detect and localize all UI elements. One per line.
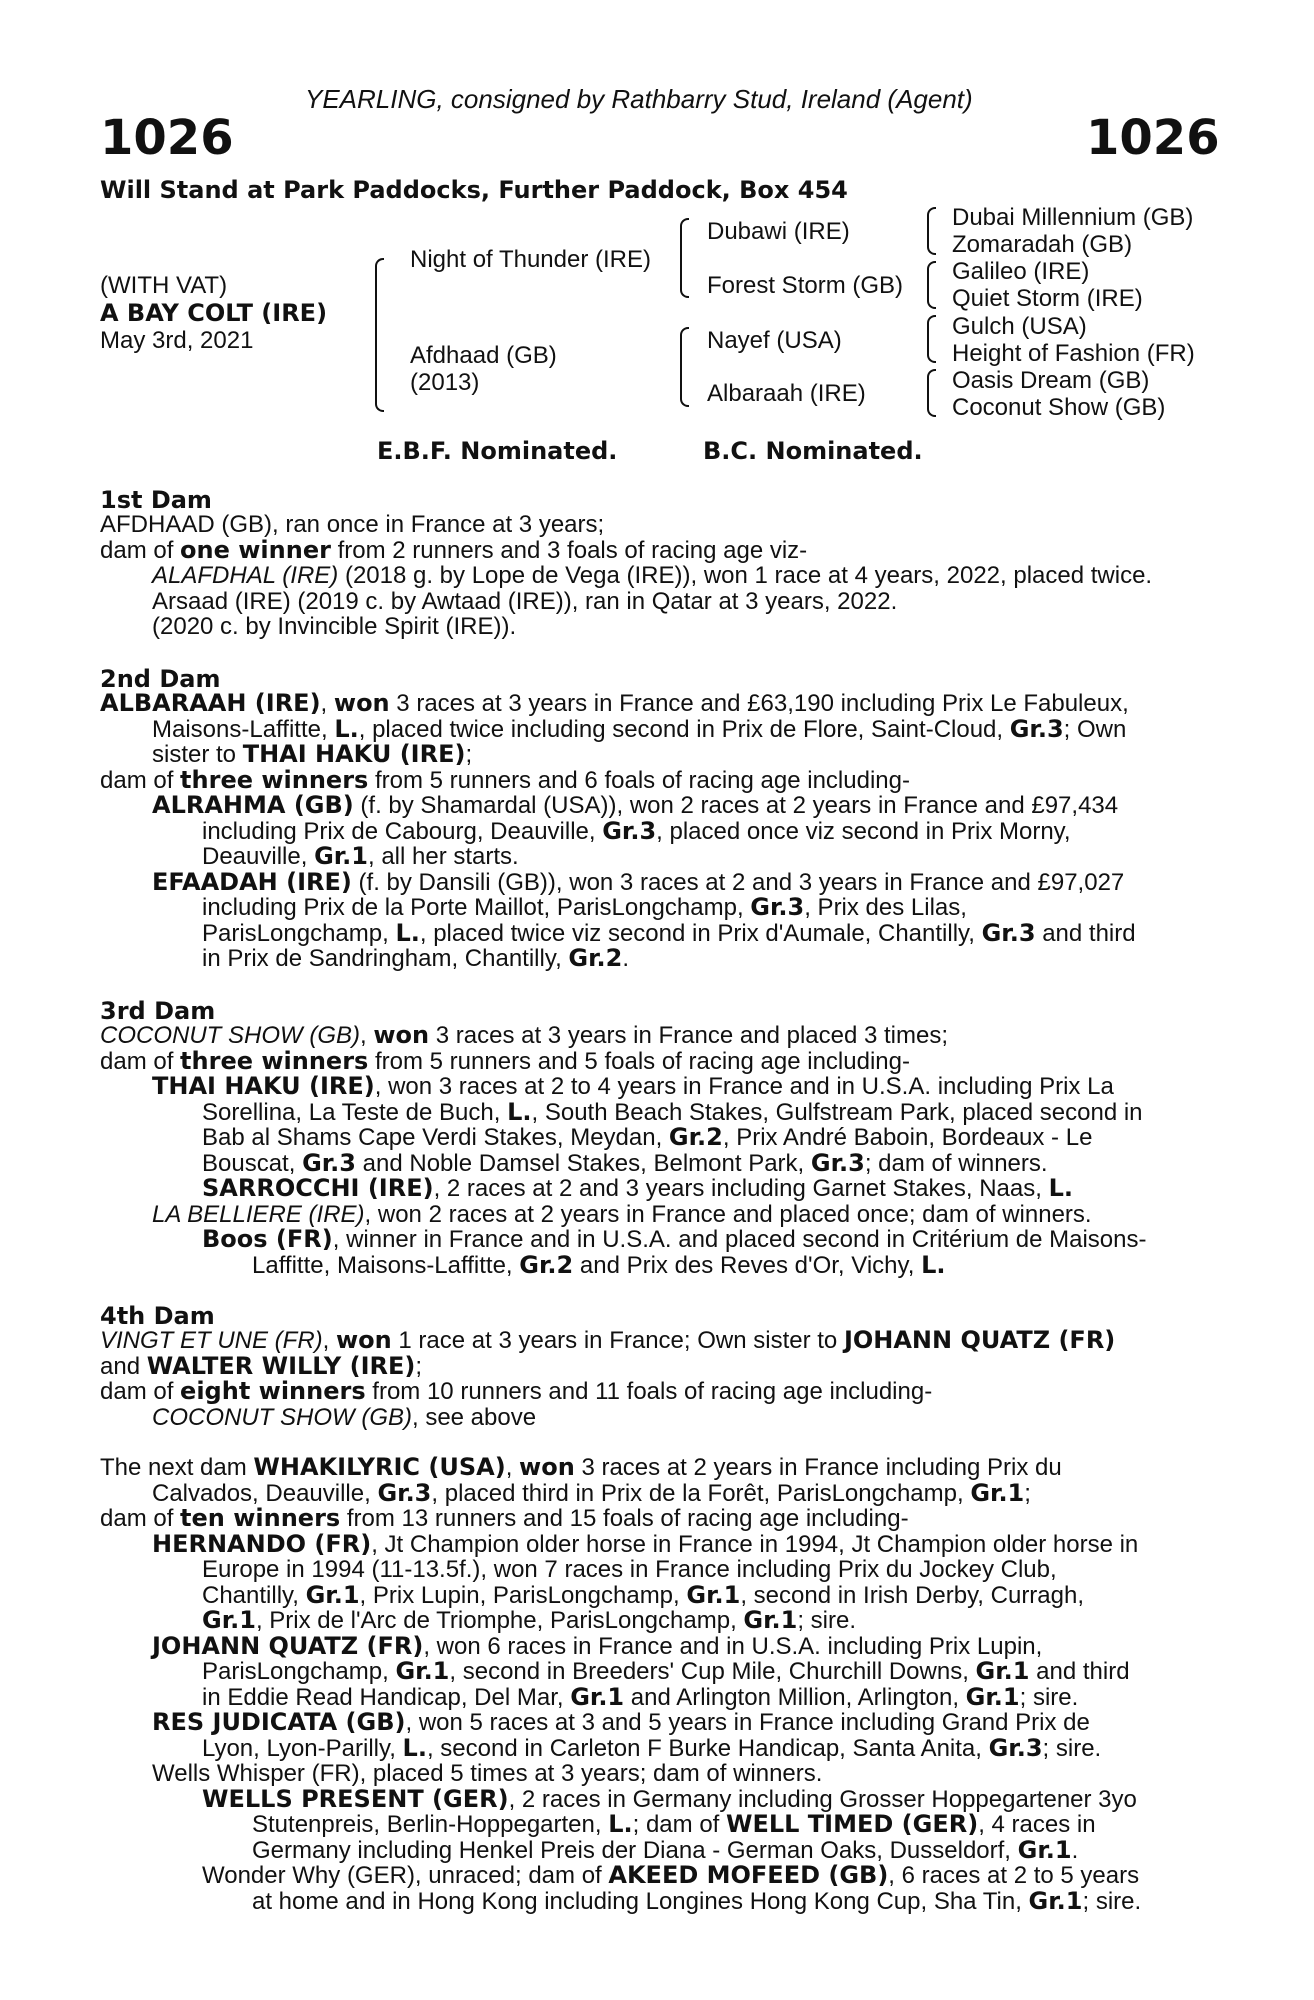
sire-dam-dam: Quiet Storm (IRE) xyxy=(952,285,1143,312)
bc-nomination: B.C. Nominated. xyxy=(703,437,923,465)
bracket-dam xyxy=(680,327,689,407)
sire-dam: Forest Storm (GB) xyxy=(707,272,904,299)
first-dam-heading: 1st Dam xyxy=(100,486,212,514)
dam: Afdhaad (GB) xyxy=(410,342,557,369)
bracket-ds xyxy=(927,315,936,363)
bracket-subject xyxy=(375,258,384,412)
lot-title: A BAY COLT (IRE) xyxy=(100,299,328,327)
second-dam-heading: 2nd Dam xyxy=(100,665,221,693)
sire-sire-sire: Dubai Millennium (GB) xyxy=(952,204,1194,231)
bracket-ss xyxy=(927,207,936,255)
sire-dam-sire: Galileo (IRE) xyxy=(952,258,1090,285)
consignment-line: YEARLING, consigned by Rathbarry Stud, Ireland (Agent) xyxy=(305,84,973,114)
dam-year: (2013) xyxy=(410,369,480,396)
dam-dam: Albaraah (IRE) xyxy=(707,380,866,407)
bracket-dd xyxy=(927,369,936,417)
third-dam-heading: 3rd Dam xyxy=(100,997,216,1025)
first-dam-text: AFDHAAD (GB), ran once in France at 3 years; dam of one winner from 2 runners and 3 foals of racing age viz- ALAFDHAL (IRE) (2018 g. by Lope de Vega (IRE)), won 1 race at 4 years, 2022, placed twice. Arsaad (IRE) (2019 c. by Awtaad (IRE)), ran in Qatar at 3 years, 2022. (2020 c. by Invincible Spirit (IRE)). xyxy=(100,511,1153,640)
sire: Night of Thunder (IRE) xyxy=(410,246,651,273)
lot-number-left: 1026 xyxy=(100,110,234,166)
sire-sire: Dubawi (IRE) xyxy=(707,218,850,245)
vat-note: (WITH VAT) xyxy=(100,272,228,299)
dam-sire: Nayef (USA) xyxy=(707,327,842,354)
sire-sire-dam: Zomaradah (GB) xyxy=(952,231,1133,258)
fourth-dam-heading: 4th Dam xyxy=(100,1302,215,1330)
next-dam-text: The next dam WHAKILYRIC (USA), won 3 races at 2 years in France including Prix du Calvados, Deauville, Gr.3, placed third in Prix de la Forêt, ParisLongchamp, Gr.1; dam of ten winners from 13 runners and 15 foals of racing age including- HERNANDO (FR), Jt Champion older horse in France in 1994, Jt Champion older horse in Europe in 1994 (11-13.5f.), won 7 races in France including Prix du Jockey Club, Chantilly, Gr.1, Prix Lupin, ParisLongchamp, Gr.1, second in Irish Derby, Curragh, Gr.1, Prix de l'Arc de Triomphe, ParisLongchamp, Gr.1; sire. JOHANN QUATZ (FR), won 6 races in France and in U.S.A. including Prix Lupin, ParisLongchamp, Gr.1, second in Breeders' Cup Mile, Churchill Downs, Gr.1 and third in Eddie Read Handicap, Del Mar, Gr.1 and Arlington Million, Arlington, Gr.1; sire. RES JUDICATA (GB), won 5 races at 3 and 5 years in France including Grand Prix de Lyon, Lyon-Parilly, L., second in Carleton F Burke Handicap, Santa Anita, Gr.3; sire. Wells Whisper (FR), placed 5 times at 3 years; dam of winners. WELLS PRESENT (GER), 2 races in Germany including Grosser Hoppegartener 3yo Stutenpreis, Berlin-Hoppegarten, L.; dam of WELL TIMED (GER), 4 races in Germany including Henkel Preis der Diana - German Oaks, Dusseldorf, Gr.1. Wonder Why (GER), unraced; dam of AKEED MOFEED (GB), 6 races at 2 to 5 years at home and in Hong Kong including Longines Hong Kong Cup, Sha Tin, Gr.1; sire. xyxy=(100,1453,1142,1915)
dam-sire-sire: Gulch (USA) xyxy=(952,313,1087,340)
foaling-date: May 3rd, 2021 xyxy=(100,327,254,354)
dam-dam-sire: Oasis Dream (GB) xyxy=(952,367,1150,394)
fourth-dam-text: VINGT ET UNE (FR), won 1 race at 3 years in France; Own sister to JOHANN QUATZ (FR) and WALTER WILLY (IRE); dam of eight winners from 10 runners and 11 foals of racing age including- COCONUT SHOW (GB), see above xyxy=(100,1326,1116,1431)
third-dam-text: COCONUT SHOW (GB), won 3 races at 3 years in France and placed 3 times; dam of three winners from 5 runners and 5 foals of racing age including- THAI HAKU (IRE), won 3 races at 2 to 4 years in France and in U.S.A. including Prix La Sorellina, La Teste de Buch, L., South Beach Stakes, Gulfstream Park, placed second in Bab al Shams Cape Verdi Stakes, Meydan, Gr.2, Prix André Baboin, Bordeaux - Le Bouscat, Gr.3 and Noble Damsel Stakes, Belmont Park, Gr.3; dam of winners. SARROCCHI (IRE), 2 races at 2 and 3 years including Garnet Stakes, Naas, L. LA BELLIERE (IRE), won 2 races at 2 years in France and placed once; dam of winners. Boos (FR), winner in France and in U.S.A. and placed second in Critérium de Maisons- Laffitte, Maisons-Laffitte, Gr.2 and Prix des Reves d'Or, Vichy, L. xyxy=(100,1021,1147,1279)
dam-dam-dam: Coconut Show (GB) xyxy=(952,394,1166,421)
second-dam-text: ALBARAAH (IRE), won 3 races at 3 years in France and £63,190 including Prix Le Fabuleux, Maisons-Laffitte, L., placed twice including second in Prix de Flore, Saint-Cloud, Gr.3; Own sister to THAI HAKU (IRE); dam of three winners from 5 runners and 6 foals of racing age including- ALRAHMA (GB) (f. by Shamardal (USA)), won 2 races at 2 years in France and £97,434 including Prix de Cabourg, Deauville, Gr.3, placed once viz second in Prix Morny, Deauville, Gr.1, all her starts. EFAADAH (IRE) (f. by Dansili (GB)), won 3 races at 2 and 3 years in France and £97,027 including Prix de la Porte Maillot, ParisLongchamp, Gr.3, Prix des Lilas, ParisLongchamp, L., placed twice viz second in Prix d'Aumale, Chantilly, Gr.3 and third in Prix de Sandringham, Chantilly, Gr.2. xyxy=(100,689,1136,972)
dam-sire-dam: Height of Fashion (FR) xyxy=(952,340,1195,367)
bracket-sd xyxy=(927,261,936,309)
lot-number-right: 1026 xyxy=(1086,110,1220,166)
ebf-nomination: E.B.F. Nominated. xyxy=(377,437,618,465)
bracket-sire xyxy=(680,218,689,298)
stand-location: Will Stand at Park Paddocks, Further Paddock, Box 454 xyxy=(100,176,848,204)
